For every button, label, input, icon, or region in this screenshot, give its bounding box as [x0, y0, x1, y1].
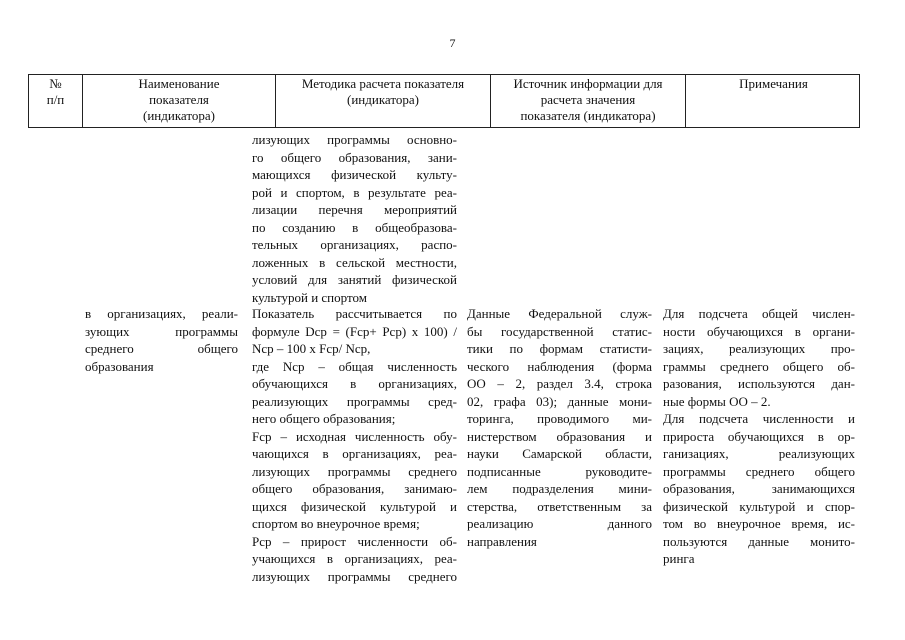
- text-line: ринга: [663, 551, 695, 566]
- header-notes: Примечания: [739, 76, 808, 91]
- text-line: где Nср – общая численность: [252, 358, 457, 374]
- text-line: ганизациях, реализующих: [663, 446, 855, 461]
- page-number: 7: [449, 36, 456, 50]
- text-line: тельных организациях, распо-: [252, 237, 457, 252]
- text-line: Для подсчета общей числен-: [663, 306, 855, 321]
- text-line: чающихся в организациях, реа-: [252, 446, 457, 461]
- text-line: спортом во внеурочное время;: [252, 516, 420, 531]
- text-line: зующих программы: [85, 323, 238, 339]
- text-line: направления: [467, 533, 537, 549]
- text-line: науки Самарской области,: [467, 446, 652, 461]
- text-line: реализующих программы сред-: [252, 393, 457, 409]
- text-line: лизующих программы основно-: [252, 132, 457, 147]
- text-line: культурой и спортом: [252, 289, 367, 305]
- text-line: том во внеурочное время, ис-: [663, 516, 855, 531]
- text-line: программы среднего общего: [663, 463, 855, 479]
- text-line: обучающихся в организациях,: [252, 376, 457, 391]
- text-line: подписанные руководите-: [467, 463, 652, 479]
- text-line: лем подразделения мини-: [467, 481, 652, 496]
- text-line: лизации перечня мероприятий: [252, 202, 457, 217]
- text-line: ложенных в сельской местности,: [252, 254, 457, 270]
- text-line: тики по формам статисти-: [467, 341, 652, 356]
- header-indicator-name: Наименование показателя (индикатора): [83, 75, 276, 127]
- text-line: щихся физической культурой и: [252, 498, 457, 514]
- text-line: мающихся физической культу-: [252, 167, 457, 182]
- text-line: Fср – исходная численность обу-: [252, 428, 457, 444]
- text-line: го общего образования, зани-: [252, 149, 457, 165]
- table-header: [28, 74, 860, 128]
- text-line: ные формы ОО – 2.: [663, 393, 771, 409]
- text-line: него общего образования;: [252, 411, 396, 426]
- text-line: реализацию данного: [467, 516, 652, 531]
- text-line: ОО – 2, раздел 3.4, строка: [467, 376, 652, 391]
- text-line: Pср – прирост численности об-: [252, 533, 457, 549]
- source-cell: [467, 305, 652, 550]
- text-line: Для подсчета численности и: [663, 411, 855, 426]
- text-line: нистерством образования и: [467, 428, 652, 444]
- text-line: образования, занимающихся: [663, 481, 855, 496]
- indicator-name-cell: [85, 305, 238, 375]
- text-line: граммы среднего общего об-: [663, 358, 855, 374]
- method-continuation-cell: [252, 131, 457, 306]
- header-number: № п/п: [29, 75, 83, 127]
- text-line: лизующих программы среднего: [252, 463, 457, 479]
- text-line: образования: [85, 358, 154, 374]
- text-line: разования, используются дан-: [663, 376, 855, 391]
- text-line: стерства, ответственным за: [467, 498, 652, 514]
- text-line: учающихся в организациях, реа-: [252, 551, 457, 566]
- formula-line: формуле Dср = (Fср+ Pср) x 100) /: [252, 323, 457, 339]
- text-line: 02, графа 03); данные мони-: [467, 393, 652, 409]
- notes-cell: [663, 305, 855, 568]
- text-line: торинга, проводимого ми-: [467, 411, 652, 426]
- text-line: ности обучающихся в органи-: [663, 323, 855, 339]
- text-line: Данные Федеральной служ-: [467, 306, 652, 321]
- method-formula-cell: [252, 305, 457, 585]
- text-line: общего образования, занимаю-: [252, 481, 457, 496]
- text-line: условий для занятий физической: [252, 272, 457, 287]
- text-line: бы государственной статис-: [467, 323, 652, 339]
- text-line: в организациях, реали-: [85, 306, 238, 321]
- text-line: прироста обучающихся в ор-: [663, 428, 855, 444]
- header-source: Источник информации для расчета значения показателя (индикатора): [491, 75, 686, 127]
- text-line: физической культурой и спор-: [663, 498, 855, 514]
- text-line: зациях, реализующих про-: [663, 341, 855, 356]
- text-line: по созданию в общеобразова-: [252, 219, 457, 235]
- text-line: Показатель рассчитывается по: [252, 306, 457, 321]
- text-line: рой и спортом, в результате реа-: [252, 184, 457, 200]
- text-line: ческого наблюдения (форма: [467, 358, 652, 374]
- text-line: лизующих программы среднего: [252, 568, 457, 584]
- header-method: Методика расчета показателя (индикатора): [276, 75, 491, 127]
- text-line: среднего общего: [85, 341, 238, 356]
- text-line: пользуются данные монито-: [663, 533, 855, 549]
- formula-line: Nср – 100 x Fср/ Nср,: [252, 341, 371, 356]
